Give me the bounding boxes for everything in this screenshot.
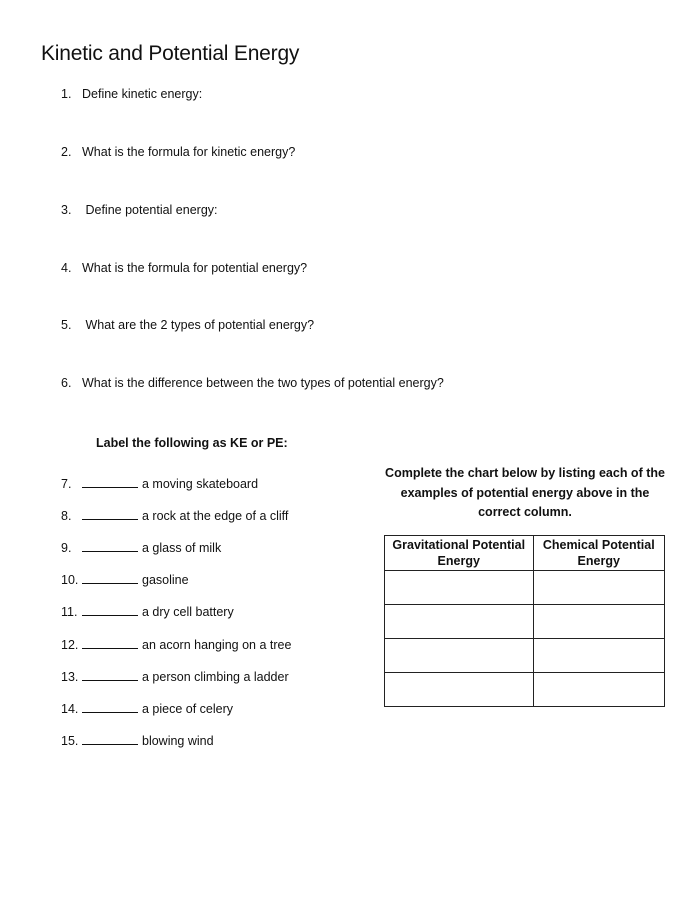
- item-number: 8.: [61, 509, 72, 523]
- chemical-cell[interactable]: [533, 605, 665, 639]
- question-4: [61, 261, 307, 275]
- item-text: a piece of celery: [142, 702, 234, 716]
- question-text: What is the formula for potential energy?: [82, 261, 308, 275]
- label-item-9: [61, 540, 221, 558]
- label-item-15: [61, 733, 214, 751]
- question-2: [61, 145, 295, 159]
- chart-instructions: Complete the chart below by listing each of the examples of potential energy above in the correct column.: [385, 466, 665, 519]
- question-text: Define potential energy:: [82, 203, 218, 217]
- item-number: 9.: [61, 541, 72, 555]
- table-row: [385, 605, 665, 639]
- label-item-12: [61, 637, 291, 655]
- page-title: Kinetic and Potential Energy: [41, 42, 300, 65]
- table-row: [385, 673, 665, 707]
- item-text: a dry cell battery: [142, 605, 234, 619]
- gravitational-cell[interactable]: [385, 571, 534, 605]
- item-text: a rock at the edge of a cliff: [142, 509, 289, 523]
- item-number: 15.: [61, 734, 79, 748]
- label-item-11: [61, 604, 234, 622]
- table-row: [385, 639, 665, 673]
- label-section-heading: Label the following as KE or PE:: [96, 436, 288, 450]
- question-number: 5.: [61, 318, 72, 332]
- question-text: Define kinetic energy:: [82, 87, 203, 101]
- gravitational-cell[interactable]: [385, 673, 534, 707]
- question-number: 3.: [61, 203, 72, 217]
- answer-blank[interactable]: [82, 508, 138, 520]
- chemical-cell[interactable]: [533, 639, 665, 673]
- gravitational-cell[interactable]: [385, 605, 534, 639]
- chemical-cell[interactable]: [533, 571, 665, 605]
- item-text: a glass of milk: [142, 541, 222, 555]
- item-number: 14.: [61, 702, 79, 716]
- answer-blank[interactable]: [82, 733, 138, 745]
- question-number: 6.: [61, 376, 72, 390]
- item-number: 11.: [61, 605, 78, 619]
- item-number: 7.: [61, 477, 72, 491]
- label-item-10: [61, 572, 189, 590]
- question-1: [61, 87, 202, 101]
- item-number: 13.: [61, 670, 79, 684]
- table-row: [385, 571, 665, 605]
- item-text: blowing wind: [142, 734, 214, 748]
- answer-blank[interactable]: [82, 637, 138, 649]
- item-text: an acorn hanging on a tree: [142, 638, 292, 652]
- item-text: a moving skateboard: [142, 477, 259, 491]
- question-text: What are the 2 types of potential energy?: [82, 318, 315, 332]
- question-3: [61, 203, 218, 217]
- answer-blank[interactable]: [82, 540, 138, 552]
- chart-header-row: [385, 536, 665, 571]
- label-item-8: [61, 508, 288, 526]
- answer-blank[interactable]: [82, 476, 138, 488]
- chemical-header: Chemical Potential Energy: [533, 536, 665, 571]
- item-number: 12.: [61, 638, 79, 652]
- question-text: What is the formula for kinetic energy?: [82, 145, 296, 159]
- answer-blank[interactable]: [82, 701, 138, 713]
- potential-energy-chart: [384, 535, 665, 707]
- item-text: a person climbing a ladder: [142, 670, 289, 684]
- item-number: 10.: [61, 573, 79, 587]
- item-text: gasoline: [142, 573, 189, 587]
- question-number: 2.: [61, 145, 72, 159]
- chemical-cell[interactable]: [533, 673, 665, 707]
- gravitational-header: Gravitational Potential Energy: [385, 536, 534, 571]
- label-item-14: [61, 701, 233, 719]
- question-number: 1.: [61, 87, 72, 101]
- answer-blank[interactable]: [82, 572, 138, 584]
- question-6: [61, 376, 444, 390]
- label-item-7: [61, 476, 258, 494]
- gravitational-cell[interactable]: [385, 639, 534, 673]
- question-text: What is the difference between the two types of potential energy?: [82, 376, 444, 390]
- label-item-13: [61, 669, 289, 687]
- answer-blank[interactable]: [82, 669, 138, 681]
- question-number: 4.: [61, 261, 72, 275]
- answer-blank[interactable]: [82, 604, 138, 616]
- question-5: [61, 318, 314, 332]
